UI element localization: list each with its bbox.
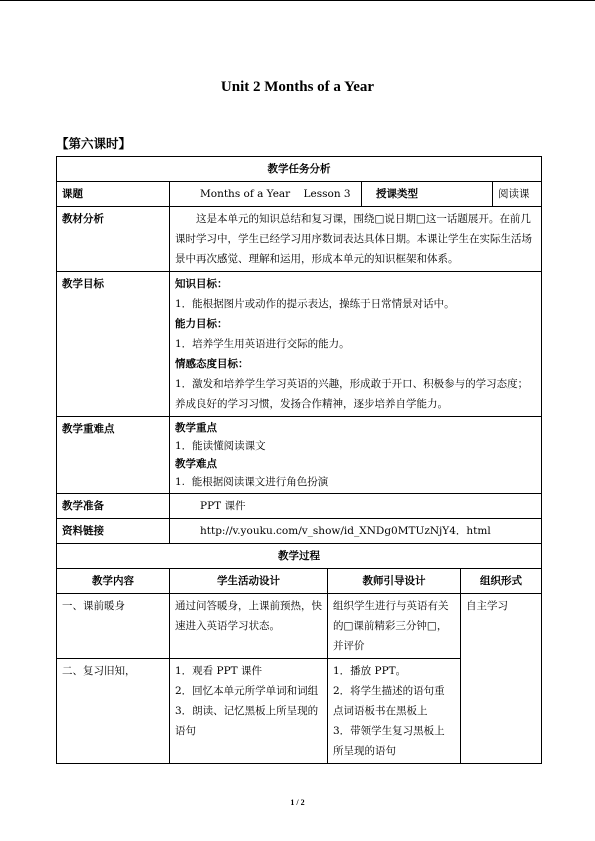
topic-row <box>57 182 542 207</box>
knowledge-title: 知识目标： <box>175 278 228 290</box>
resource-link-row <box>57 519 542 544</box>
column-content: 教学内容 <box>57 569 170 594</box>
header-rule <box>0 0 595 1</box>
column-student: 学生活动设计 <box>170 569 328 594</box>
row2-student-item: 2．回忆本单元所学单词和词组 <box>175 685 319 697</box>
document-title: Unit 2 Months of a Year <box>220 79 375 95</box>
process-header: 教学过程 <box>57 544 542 569</box>
row1-student: 通过问答暖身，上课前预热，快速进入英语学习状态。 <box>170 594 328 659</box>
task-analysis-header-row <box>57 157 542 182</box>
key-points-row <box>57 417 542 494</box>
key-points-label: 教学重难点 <box>57 417 170 494</box>
row2-student-item: 3．朗读、记忆黑板上所呈现的语句 <box>175 705 319 737</box>
material-row <box>57 207 542 272</box>
key-title: 教学重点 <box>175 422 217 434</box>
process-columns-row <box>57 569 542 594</box>
type-label: 授课类型 <box>362 182 493 207</box>
ability-title: 能力目标： <box>175 318 228 330</box>
column-teacher: 教师引导设计 <box>328 569 461 594</box>
material-text: 这是本单元的知识总结和复习课，围绕□说日期□这一话题展开。在前几课时学习中，学生已经学习用序数词表达具体日期。本课让学生在实际生活场景中再次感觉、理解和运用，形成本单元的知识框架和体系。 <box>175 213 532 265</box>
topic-value: Months of a Year Lesson 3 <box>170 182 362 207</box>
key-item: 1．能读懂阅读课文 <box>175 440 266 452</box>
ability-item: 1．培养学生用英语进行交际的能力。 <box>175 338 350 350</box>
emotion-item: 1．激发和培养学生学习英语的兴趣，形成敢于开口、积极参与的学习态度；养成良好的学习习惯，发扬合作精神，逐步培养自学能力。 <box>175 378 529 410</box>
row2-teacher-item: 1．播放 PPT。 <box>333 665 407 677</box>
difficulty-item: 1. 能根据阅读课文进行角色扮演 <box>175 476 329 488</box>
row2-content: 二、复习旧知， <box>57 659 170 764</box>
objectives-row <box>57 272 542 417</box>
resource-link-value: http://v.youku.com/v_show/id_XNDg0MTUzNjY4．html <box>170 519 542 544</box>
process-header-row <box>57 544 542 569</box>
process-row-warmup <box>57 594 542 659</box>
task-analysis-header: 教学任务分析 <box>57 157 542 182</box>
row1-teacher: 组织学生进行与英语有关的□课前精彩三分钟□，并评价 <box>328 594 461 659</box>
preparation-label: 教学准备 <box>57 494 170 519</box>
row1-form: 自主学习 <box>461 594 542 764</box>
lesson-label: 【第六课时】 <box>56 136 132 151</box>
lesson-plan-table <box>56 156 542 764</box>
objectives-label: 教学目标 <box>57 272 170 417</box>
preparation-row <box>57 494 542 519</box>
material-label: 教材分析 <box>57 207 170 272</box>
preparation-value: PPT 课件 <box>170 494 542 519</box>
row2-teacher-item: 3．带领学生复习黑板上所呈现的语句 <box>333 725 445 757</box>
type-value: 阅读课 <box>493 182 542 207</box>
row2-student-item: 1．观看 PPT 课件 <box>175 665 262 677</box>
emotion-title: 情感态度目标： <box>175 358 249 370</box>
resource-link-label: 资料链接 <box>57 519 170 544</box>
page-number: 1 / 2 <box>290 798 305 807</box>
column-form: 组织形式 <box>461 569 542 594</box>
difficulty-title: 教学难点 <box>175 458 217 470</box>
row1-content: 一、课前暖身 <box>57 594 170 659</box>
topic-label: 课题 <box>57 182 170 207</box>
knowledge-item: 1．能根据图片或动作的提示表达，操练于日常情景对话中。 <box>175 298 455 310</box>
row2-teacher-item: 2．将学生描述的语句重点词语板书在黑板上 <box>333 685 445 717</box>
